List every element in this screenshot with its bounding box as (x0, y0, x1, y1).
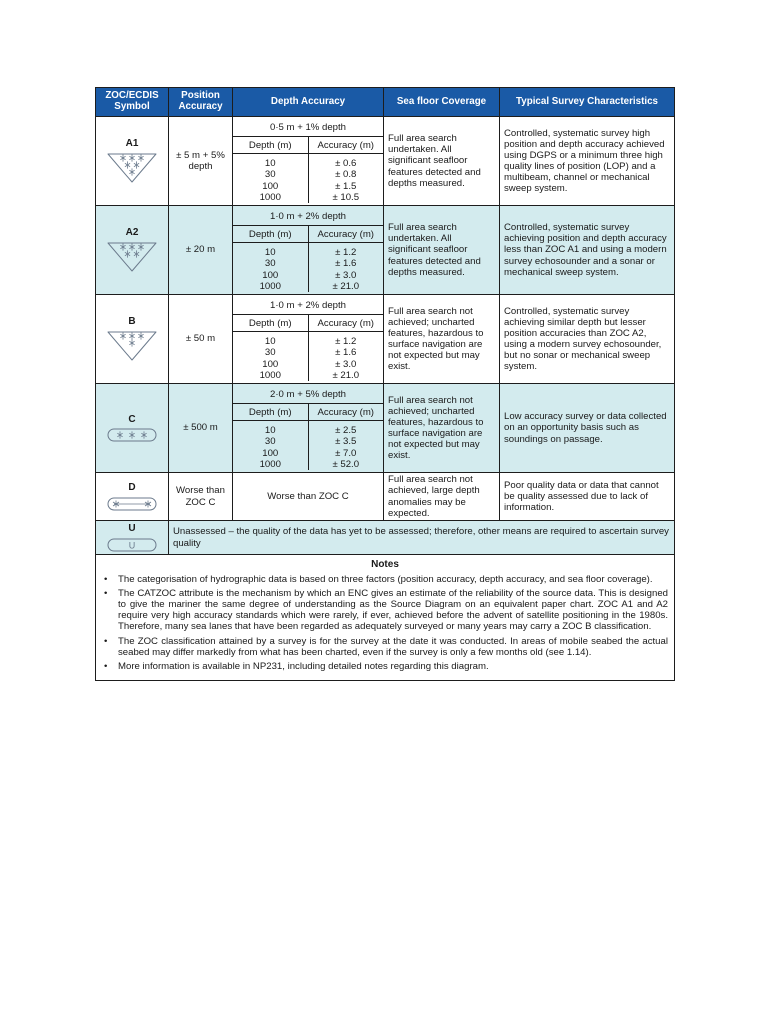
header-position-accuracy: Position Accuracy (169, 88, 233, 117)
position-accuracy-cell: ± 20 m (169, 206, 233, 295)
accuracy-column-label: Accuracy (m) (308, 404, 383, 421)
zoc-a1-symbol-icon (106, 152, 158, 184)
depth-accuracy-subtable (233, 208, 383, 292)
survey-characteristics-cell: Controlled, systematic survey high position and depth accuracy achieved using DGPS or a minimum three high quality lines of position (LOP) and a multibeam, channel or mechanical sweep system. (500, 117, 675, 206)
depth-values (233, 421, 308, 470)
zoc-symbol-cell (96, 295, 169, 384)
depth-accuracy-formula: 1·0 m + 2% depth (233, 297, 383, 315)
depth-accuracy-cell: Worse than ZOC C (233, 473, 384, 521)
accuracy-value: ± 1.2 (335, 336, 357, 348)
table-row-c (96, 384, 675, 473)
zoc-symbol-cell (96, 117, 169, 206)
accuracy-value: ± 21.0 (332, 280, 360, 292)
seafloor-coverage-cell: Full area search not achieved, large depth anomalies may be expected. (384, 473, 500, 521)
depth-value: 30 (264, 436, 276, 448)
zoc-d-symbol-icon (107, 497, 157, 511)
unassessed-text: Unassessed – the quality of the data has yet to be assessed; therefore, other means are required to ascertain survey quality (169, 521, 675, 555)
notes-list (102, 574, 668, 673)
accuracy-value: ± 7.0 (335, 447, 357, 459)
depth-accuracy-subtable (233, 386, 383, 470)
accuracy-value: ± 1.2 (335, 247, 357, 259)
position-accuracy-cell: Worse than ZOC C (169, 473, 233, 521)
notes-row (96, 555, 675, 681)
depth-value: 100 (262, 180, 279, 192)
depth-column-label: Depth (m) (233, 404, 308, 421)
survey-characteristics-cell: Controlled, systematic survey achieving position and depth accuracy less than ZOC A1 and using a modern survey echosounder and a sonar or mechanical sweep system. (500, 206, 675, 295)
depth-value: 1000 (259, 280, 281, 292)
depth-values (233, 154, 308, 203)
accuracy-value: ± 3.5 (335, 436, 357, 448)
accuracy-value: ± 0.8 (335, 169, 357, 181)
zoc-code: A1 (125, 137, 139, 149)
header-row (96, 88, 675, 117)
header-zoc-symbol: ZOC/ECDIS Symbol (96, 88, 169, 117)
seafloor-coverage-cell: Full area search not achieved; uncharted features, hazardous to surface navigation are not expected but may exist. (384, 384, 500, 473)
depth-accuracy-cell (233, 206, 384, 295)
survey-characteristics-cell: Controlled, systematic survey achieving similar depth but lesser position accuracies than ZOC A2, using a modern survey echosounder, but no sonar or mechanical sweep system. (500, 295, 675, 384)
depth-accuracy-cell (233, 384, 384, 473)
zoc-u-symbol-text: U (128, 540, 136, 551)
position-accuracy-cell: ± 500 m (169, 384, 233, 473)
depth-accuracy-subtable (233, 119, 383, 203)
seafloor-coverage-cell: Full area search undertaken. All significant seafloor features detected and depths measured. (384, 206, 500, 295)
depth-value: 1000 (259, 458, 281, 470)
depth-value: 100 (262, 269, 279, 281)
accuracy-value: ± 1.5 (335, 180, 357, 192)
accuracy-value: ± 1.6 (335, 258, 357, 270)
zoc-code: C (128, 413, 136, 425)
zoc-symbol-cell (96, 384, 169, 473)
note-item: • The CATZOC attribute is the mechanism by which an ENC gives an estimate of the reliability of the source data. This is designed to give the mariner the same degree of understanding as the Source Diagram on an equivalent paper chart. ZOC A1 and A2 require very high accuracy standards which were rarely, if ever, achieved before the advent of satellite positioning in the 1980s. Therefore, many sea lanes that have been regarded as adequately surveyed or many years may carry a ZOC B classification. (102, 588, 668, 633)
note-item: • More information is available in NP231, including detailed notes regarding this diagram. (102, 661, 668, 672)
table-row-a2 (96, 206, 675, 295)
accuracy-values (308, 421, 383, 470)
accuracy-value: ± 2.5 (335, 425, 357, 437)
depth-value: 10 (264, 247, 276, 259)
depth-column-label: Depth (m) (233, 226, 308, 243)
accuracy-value: ± 52.0 (332, 458, 360, 470)
depth-value: 30 (264, 169, 276, 181)
survey-characteristics-cell: Poor quality data or data that cannot be quality assessed due to lack of information. (500, 473, 675, 521)
note-item: • The ZOC classification attained by a survey is for the survey at the date it was conducted. In areas of mobile seabed the actual seabed may differ markedly from what has been charted, even if the survey is only a few months old (see 1.14). (102, 636, 668, 658)
zoc-c-symbol-icon (107, 428, 157, 442)
depth-value: 10 (264, 158, 276, 170)
depth-value: 100 (262, 358, 279, 370)
depth-column-label: Depth (m) (233, 137, 308, 154)
depth-accuracy-cell (233, 295, 384, 384)
header-survey-characteristics: Typical Survey Characteristics (500, 88, 675, 117)
zoc-b-symbol-icon (106, 330, 158, 362)
depth-accuracy-cell (233, 117, 384, 206)
accuracy-values (308, 154, 383, 203)
zoc-code: A2 (125, 226, 139, 238)
table-row-b (96, 295, 675, 384)
seafloor-coverage-cell: Full area search not achieved; uncharted features, hazardous to surface navigation are not expected but may exist. (384, 295, 500, 384)
zoc-a2-symbol-icon (106, 241, 158, 273)
header-seafloor-coverage: Sea floor Coverage (384, 88, 500, 117)
depth-value: 30 (264, 347, 276, 359)
zoc-code: B (128, 315, 136, 327)
accuracy-values (308, 332, 383, 381)
depth-value: 10 (264, 336, 276, 348)
depth-value: 10 (264, 425, 276, 437)
accuracy-column-label: Accuracy (m) (308, 315, 383, 332)
depth-accuracy-formula: 0·5 m + 1% depth (233, 119, 383, 137)
header-depth-accuracy: Depth Accuracy (233, 88, 384, 117)
depth-accuracy-formula: 1·0 m + 2% depth (233, 208, 383, 226)
notes-title: Notes (371, 559, 399, 570)
depth-value: 100 (262, 447, 279, 459)
depth-value: 30 (264, 258, 276, 270)
zoc-code: U (128, 523, 136, 535)
zoc-symbol-cell (96, 206, 169, 295)
depth-accuracy-formula: 2·0 m + 5% depth (233, 386, 383, 404)
zoc-table (95, 87, 675, 681)
table-row-d (96, 473, 675, 521)
accuracy-value: ± 1.6 (335, 347, 357, 359)
zoc-code: D (128, 482, 136, 494)
depth-values (233, 332, 308, 381)
notes-section (96, 555, 675, 681)
depth-value: 1000 (259, 369, 281, 381)
seafloor-coverage-cell: Full area search undertaken. All significant seafloor features detected and depths measured. (384, 117, 500, 206)
accuracy-value: ± 21.0 (332, 369, 360, 381)
zoc-symbol-cell (96, 521, 169, 555)
accuracy-value: ± 0.6 (335, 158, 357, 170)
position-accuracy-cell: ± 50 m (169, 295, 233, 384)
accuracy-value: ± 3.0 (335, 269, 357, 281)
position-accuracy-cell: ± 5 m + 5% depth (169, 117, 233, 206)
table-row-u (96, 521, 675, 555)
note-item: • The categorisation of hydrographic data is based on three factors (position accuracy, depth accuracy, and sea floor coverage). (102, 574, 668, 585)
survey-characteristics-cell: Low accuracy survey or data collected on an opportunity basis such as soundings on passage. (500, 384, 675, 473)
zoc-u-symbol-icon (107, 538, 157, 552)
depth-values (233, 243, 308, 292)
accuracy-values (308, 243, 383, 292)
accuracy-column-label: Accuracy (m) (308, 226, 383, 243)
depth-accuracy-subtable (233, 297, 383, 381)
accuracy-column-label: Accuracy (m) (308, 137, 383, 154)
depth-value: 1000 (259, 191, 281, 203)
zoc-symbol-cell (96, 473, 169, 521)
table-row-a1 (96, 117, 675, 206)
depth-column-label: Depth (m) (233, 315, 308, 332)
accuracy-value: ± 10.5 (332, 191, 360, 203)
accuracy-value: ± 3.0 (335, 358, 357, 370)
